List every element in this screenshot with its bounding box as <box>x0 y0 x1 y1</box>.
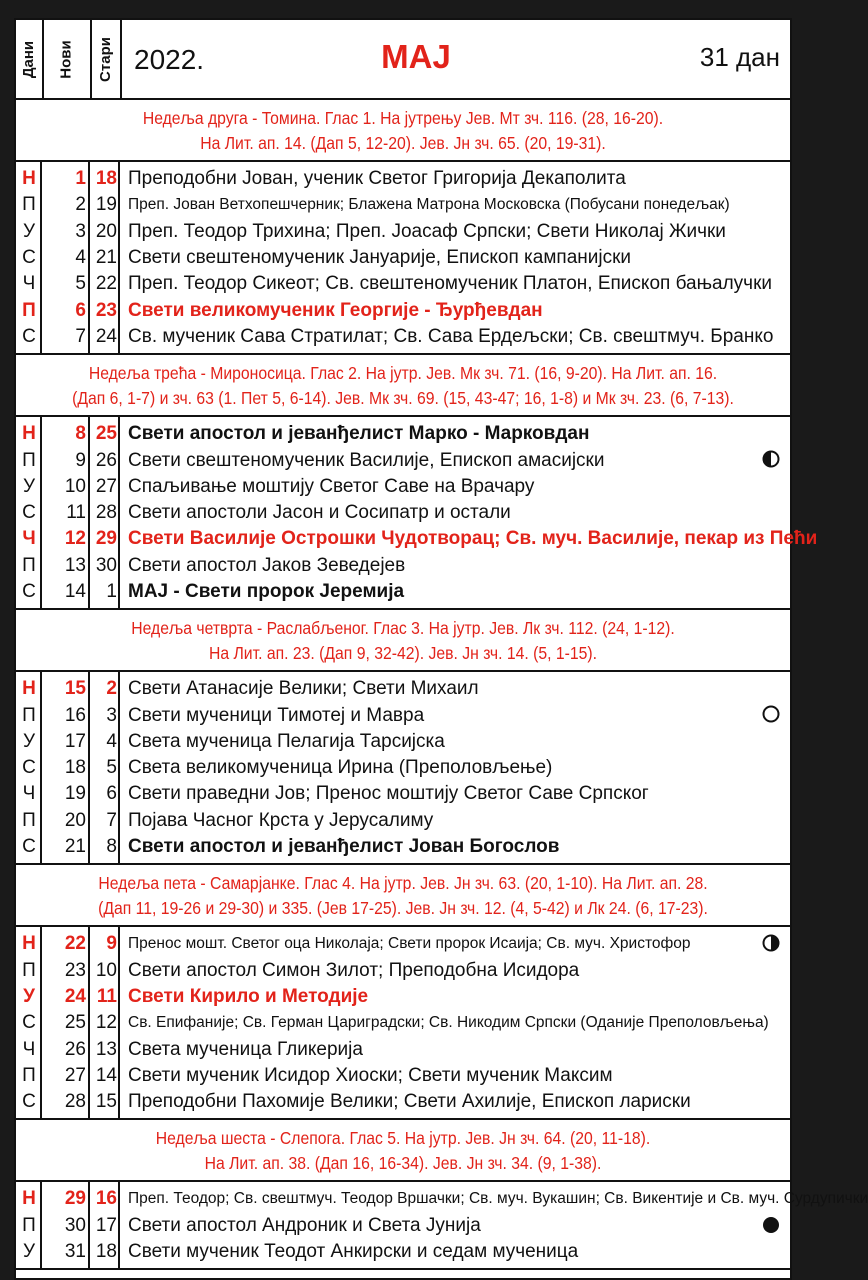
day-row <box>16 729 790 755</box>
new-calendar-date: 24 <box>64 985 86 1007</box>
new-calendar-date: 30 <box>64 1214 86 1236</box>
day-row <box>16 421 790 447</box>
day-row <box>16 1063 790 1089</box>
sunday-readings-line: Недеља четврта - Раслабљеног. Глас 3. На јутр. Јев. Лк зч. 112. (24, 1-12). <box>131 618 675 639</box>
old-calendar-date: 16 <box>95 1188 117 1210</box>
old-calendar-date: 24 <box>95 325 117 347</box>
weekday-letter: Н <box>22 1188 36 1210</box>
old-calendar-date: 19 <box>95 194 117 216</box>
sunday-readings <box>16 610 790 672</box>
days-column-label: Дани <box>20 40 38 78</box>
weekday-letter: С <box>22 325 36 347</box>
new-calendar-date: 8 <box>75 423 86 445</box>
old-calendar-date: 29 <box>95 528 117 550</box>
feast-description: Света мученица Пелагија Тарсијска <box>128 730 445 752</box>
weekday-letter: У <box>22 475 36 497</box>
old-calendar-date: 17 <box>95 1214 117 1236</box>
feast-description: Пренос мошт. Светог оца Николаја; Свети пророк Исаија; Св. муч. Христофор <box>128 935 691 953</box>
feast-description: Св. Епифаније; Св. Герман Цариградски; Св. Никодим Српски (Оданије Преполовљења) <box>128 1014 769 1032</box>
new-calendar-date: 9 <box>75 449 86 471</box>
old-calendar-date: 7 <box>106 809 117 831</box>
day-row <box>16 676 790 702</box>
new-calendar-date: 20 <box>64 809 86 831</box>
old-column-header <box>90 20 122 98</box>
day-row <box>16 755 790 781</box>
new-calendar-date: 23 <box>64 959 86 981</box>
old-calendar-date: 18 <box>95 168 117 190</box>
feast-description: Преп. Теодор Трихина; Преп. Јоасаф Српски; Свети Николај Жички <box>128 220 726 242</box>
feast-description: Преп. Јован Ветхопешчерник; Блажена Матрона Московска (Побусани понедељак) <box>128 196 730 214</box>
feast-description: Спаљивање моштију Светог Саве на Врачару <box>128 475 535 497</box>
week-block <box>16 672 790 865</box>
day-row <box>16 579 790 605</box>
day-row <box>16 781 790 807</box>
new-column-label: Нови <box>57 39 75 79</box>
old-calendar-date: 4 <box>106 730 117 752</box>
feast-description: Свети Кирило и Методије <box>128 985 369 1007</box>
feast-description: Преп. Теодор Сикеот; Св. свештеномученик Платон, Епископ бањалучки <box>128 273 773 295</box>
day-row <box>16 192 790 218</box>
weekday-letter: П <box>22 1214 36 1236</box>
sunday-readings-line: Недеља трећа - Мироносица. Глас 2. На јутр. Јев. Мк зч. 71. (16, 9-20). На Лит. ап. 16. <box>88 363 718 384</box>
old-calendar-date: 12 <box>95 1012 117 1034</box>
new-calendar-date: 4 <box>75 247 86 269</box>
week-block <box>16 417 818 610</box>
day-row <box>16 526 818 552</box>
day-row <box>16 553 790 579</box>
weekday-letter: П <box>22 194 36 216</box>
old-calendar-date: 13 <box>95 1038 117 1060</box>
old-calendar-date: 21 <box>95 247 117 269</box>
day-row <box>16 271 790 297</box>
old-calendar-date: 14 <box>95 1064 117 1086</box>
weekday-letter: С <box>22 1012 36 1034</box>
new-calendar-date: 3 <box>75 220 86 242</box>
new-calendar-date: 31 <box>64 1241 86 1263</box>
new-calendar-date: 11 <box>66 502 86 524</box>
new-calendar-date: 22 <box>64 933 86 955</box>
calendar-page <box>14 18 868 1280</box>
weekday-letter: У <box>23 985 35 1007</box>
new-calendar-date: 17 <box>64 730 86 752</box>
weekday-letter: Н <box>22 423 36 445</box>
old-calendar-date: 30 <box>95 554 117 576</box>
weekday-letter: С <box>22 1091 36 1113</box>
day-row <box>16 834 790 860</box>
weekday-letter: Н <box>22 933 36 955</box>
weekday-letter: Ч <box>22 783 36 805</box>
old-calendar-date: 27 <box>95 475 117 497</box>
weekday-letter: С <box>22 757 36 779</box>
weekday-letter: У <box>22 1241 36 1263</box>
new-calendar-date: 18 <box>64 757 86 779</box>
feast-description: Свети апостол и јеванђелист Марко - Марковдан <box>128 423 590 445</box>
day-row <box>16 219 790 245</box>
days-column-header <box>16 20 44 98</box>
feast-description: Свети апостол Јаков Зеведејев <box>128 554 406 576</box>
sunday-readings-line: На Лит. ап. 14. (Дап 5, 12-20). Јев. Јн зч. 65. (20, 19-31). <box>200 133 606 153</box>
old-calendar-date: 8 <box>106 836 117 858</box>
week-block <box>16 927 790 1120</box>
old-calendar-date: 1 <box>106 581 117 602</box>
week-block <box>16 1182 868 1270</box>
sunday-readings <box>16 1120 790 1182</box>
weekday-letter: Ч <box>22 273 36 295</box>
moon-phase-icon <box>762 450 780 468</box>
sunday-readings-line: Недеља пета - Самарјанке. Глас 4. На јутр. Јев. Јн зч. 63. (20, 1-10). На Лит. ап. 28. <box>98 873 708 894</box>
feast-description: Света мученица Гликерија <box>128 1038 363 1060</box>
old-calendar-date: 22 <box>95 273 117 295</box>
weekday-letter: С <box>22 581 36 602</box>
feast-description: Свети апостоли Јасон и Сосипатр и остали <box>128 502 511 524</box>
feast-description: Појава Часног Крста у Јерусалиму <box>128 809 434 831</box>
weekday-letter: П <box>22 299 36 321</box>
day-row <box>16 1186 868 1212</box>
feast-description: Света великомученица Ирина (Преполовљење) <box>128 757 553 779</box>
old-calendar-date: 28 <box>95 502 117 524</box>
old-calendar-date: 5 <box>106 757 117 779</box>
feast-description: Свети апостол Симон Зилот; Преподобна Исидора <box>128 959 580 981</box>
new-calendar-date: 27 <box>64 1064 86 1086</box>
feast-description: Свети апостол и јеванђелист Јован Богослов <box>128 836 560 858</box>
day-row <box>16 500 790 526</box>
weekday-letter: П <box>22 449 36 471</box>
weekday-letter: Ч <box>22 528 36 550</box>
feast-description: Свети праведни Јов; Пренос моштију Светог Саве Српског <box>128 783 649 805</box>
day-row <box>16 166 790 192</box>
day-row <box>16 808 790 834</box>
sunday-readings-line: На Лит. ап. 38. (Дап 16, 16-34). Јев. Јн зч. 34. (9, 1-38). <box>204 1153 602 1174</box>
new-calendar-date: 6 <box>75 299 86 321</box>
new-calendar-date: 12 <box>64 528 86 550</box>
day-row <box>16 324 790 350</box>
weekday-letter: Н <box>22 168 36 190</box>
feast-description: Свети мученици Тимотеј и Мавра <box>128 704 425 726</box>
old-calendar-date: 10 <box>95 959 117 981</box>
day-row <box>16 702 790 728</box>
day-row <box>16 958 790 984</box>
new-calendar-date: 2 <box>75 194 86 216</box>
day-row <box>16 1239 790 1265</box>
weekday-letter: Н <box>22 678 36 700</box>
weekday-letter: С <box>22 836 36 858</box>
feast-description: Свети мученик Теодот Анкирски и седам мученица <box>128 1241 579 1263</box>
day-row <box>16 447 790 473</box>
sunday-readings-line: (Дап 11, 19-26 и 29-30) и 335. (Јев 17-25). Јев. Јн зч. 12. (4, 5-42) и Лк 24. (6, 17-23). <box>98 898 708 919</box>
sunday-readings-line: Недеља шеста - Слепога. Глас 5. На јутр. Јев. Јн зч. 64. (20, 11-18). <box>155 1128 651 1149</box>
sunday-readings-line: (Дап 6, 1-7) и зч. 63 (1. Пет 5, 6-14). Јев. Мк зч. 69. (15, 43-47; 16, 1-8) и Мк зч. 23. (6, 7-13). <box>72 388 734 409</box>
sunday-readings <box>16 100 790 162</box>
weekday-letter: П <box>22 554 36 576</box>
feast-description: Свети свештеномученик Василије, Епископ амасијски <box>128 449 605 471</box>
day-row <box>16 1010 790 1036</box>
old-calendar-date: 9 <box>106 933 117 955</box>
day-row <box>16 1036 790 1062</box>
feast-description: Св. мученик Сава Стратилат; Св. Сава Ердељски; Св. свештмуч. Бранко <box>128 325 774 347</box>
new-calendar-date: 14 <box>64 581 86 602</box>
day-row <box>16 297 790 323</box>
weekday-letter: С <box>22 247 36 269</box>
day-row <box>16 984 790 1010</box>
new-calendar-date: 19 <box>64 783 86 805</box>
sunday-readings-line: На Лит. ап. 23. (Дап 9, 32-42). Јев. Јн зч. 14. (5, 1-15). <box>208 643 598 664</box>
feast-description: Свети мученик Исидор Хиоски; Свети мученик Максим <box>128 1064 613 1086</box>
day-row <box>16 245 790 271</box>
day-row <box>16 1089 790 1115</box>
old-calendar-date: 25 <box>95 423 117 445</box>
feast-description: Свети Василије Острошки Чудотворац; Св. муч. Василије, пекар из Пећи <box>128 528 818 550</box>
new-calendar-date: 7 <box>75 325 86 347</box>
year-label: 2022. <box>134 44 205 75</box>
feast-description: Свети свештеномученик Јануарије, Епископ кампанијски <box>128 247 632 269</box>
old-calendar-date: 20 <box>95 220 117 242</box>
feast-description: Преп. Теодор; Св. свештмуч. Теодор Вршачки; Св. муч. Вукашин; Св. Викентије и Св. муч. Сурдупички <box>128 1190 868 1208</box>
weekday-letter: С <box>22 502 36 524</box>
feast-description: Свети Атанасије Велики; Свети Михаил <box>128 678 479 700</box>
month-title: МАЈ <box>381 38 451 75</box>
new-calendar-date: 21 <box>64 836 86 858</box>
old-calendar-date: 2 <box>106 678 117 700</box>
calendar-header <box>16 20 790 100</box>
new-calendar-date: 25 <box>64 1012 86 1034</box>
day-count: 31 дан <box>699 42 780 72</box>
feast-description: Свети апостол Андроник и Света Јунија <box>128 1214 481 1236</box>
old-calendar-date: 3 <box>106 704 117 726</box>
new-calendar-date: 5 <box>75 273 86 295</box>
moon-phase-icon <box>762 934 780 952</box>
sunday-readings <box>16 865 790 927</box>
sunday-readings-line: Недеља друга - Томина. Глас 1. На јутрењу Јев. Мт зч. 116. (28, 16-20). <box>142 108 664 128</box>
new-calendar-date: 13 <box>64 554 86 576</box>
new-column-header <box>42 20 92 98</box>
weekday-letter: У <box>22 730 36 752</box>
old-calendar-date: 11 <box>96 985 117 1007</box>
weekday-letter: Ч <box>22 1038 36 1060</box>
day-row <box>16 474 790 500</box>
old-calendar-date: 18 <box>95 1241 117 1263</box>
feast-description: Преподобни Јован, ученик Светог Григорија Декаполита <box>128 168 626 190</box>
feast-description: МАЈ - Свети пророк Јеремија <box>128 581 405 602</box>
new-calendar-date: 10 <box>64 475 86 497</box>
calendar-body <box>16 100 868 1270</box>
new-calendar-date: 16 <box>64 704 86 726</box>
old-calendar-date: 15 <box>95 1091 117 1113</box>
old-column-label: Стари <box>96 36 114 82</box>
weekday-letter: П <box>22 809 36 831</box>
new-calendar-date: 26 <box>64 1038 86 1060</box>
old-calendar-date: 23 <box>95 299 117 321</box>
old-calendar-date: 6 <box>106 783 117 805</box>
day-row <box>16 931 790 957</box>
new-calendar-date: 1 <box>75 168 86 190</box>
feast-description: Свети великомученик Георгије - Ђурђевдан <box>128 299 543 321</box>
old-calendar-date: 26 <box>95 449 117 471</box>
new-calendar-date: 29 <box>64 1188 86 1210</box>
new-calendar-date: 15 <box>64 678 86 700</box>
feast-description: Преподобни Пахомије Велики; Свети Ахилије, Епископ лариски <box>128 1091 691 1113</box>
weekday-letter: П <box>22 704 36 726</box>
weekday-letter: У <box>22 220 36 242</box>
day-row <box>16 1213 790 1239</box>
sunday-readings <box>16 355 790 417</box>
week-block <box>16 162 790 355</box>
moon-phase-icon <box>762 705 780 723</box>
weekday-letter: П <box>22 959 36 981</box>
moon-phase-icon <box>762 1216 780 1234</box>
new-calendar-date: 28 <box>64 1091 86 1113</box>
weekday-letter: П <box>22 1064 36 1086</box>
